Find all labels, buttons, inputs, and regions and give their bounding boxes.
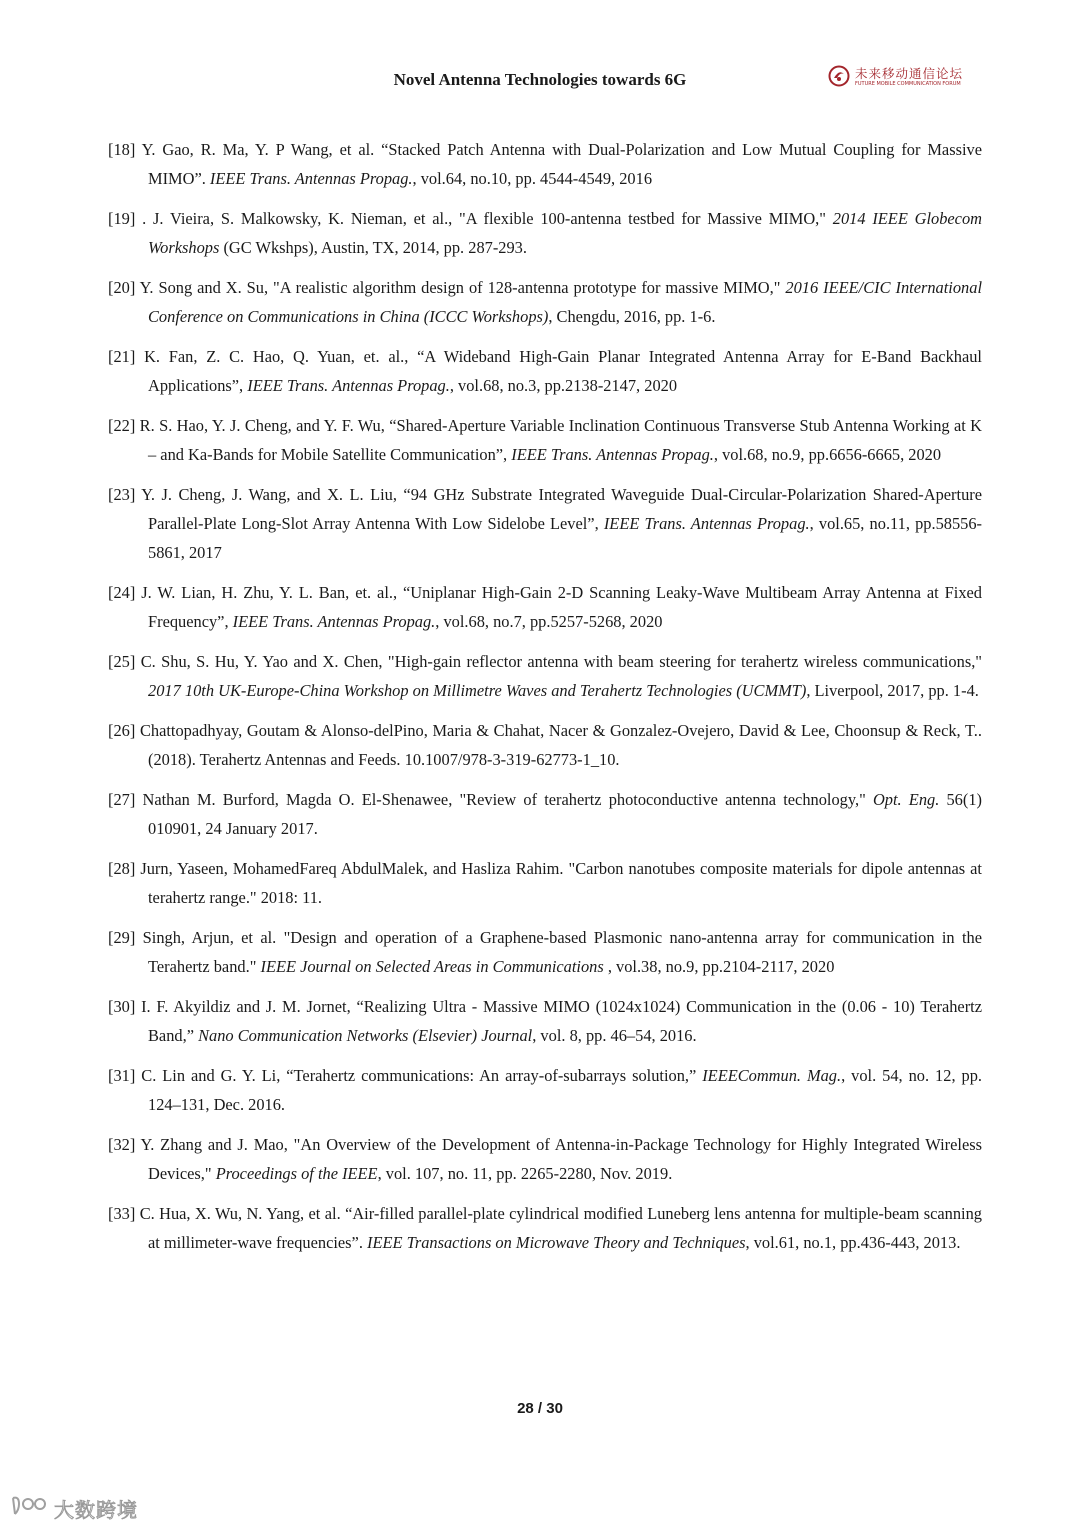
reference-item [108, 647, 982, 705]
reference-details: , Chengdu, 2016, pp. 1-6. [548, 307, 716, 326]
reference-details: , vol.65, no.11, pp.58556-5861, 2017 [148, 514, 983, 562]
watermark-logo-icon [10, 1492, 50, 1518]
reference-venue: IEEE Trans. Antennas Propag. [232, 612, 436, 631]
reference-number: [33] [108, 1204, 136, 1223]
reference-venue: IEEE Trans. Antennas Propag. [209, 169, 413, 188]
reference-venue: Nano Communication Networks (Elsevier) Journal [198, 1026, 533, 1045]
watermark [10, 1492, 150, 1520]
forum-logo-english-name: FUTURE MOBILE COMMUNICATION FORUM [855, 81, 961, 87]
reference-item [108, 854, 982, 912]
reference-text: J. W. Lian, H. Zhu, Y. L. Ban, et. al., “Uniplanar High-Gain 2-D Scanning Leaky-Wave Multibeam Array Antenna at Fixed Frequency”, [135, 583, 982, 631]
reference-details: , vol. 8, pp. 46–54, 2016. [532, 1026, 697, 1045]
reference-venue: IEEE Trans. Antennas Propag. [603, 514, 810, 533]
reference-item [108, 342, 982, 400]
reference-text: Y. Song and X. Su, "A realistic algorithm design of 128-antenna prototype for massive MIMO," [135, 278, 786, 297]
reference-venue: 2016 IEEE/CIC International Conference on Communications in China (ICCC Workshops) [148, 278, 982, 326]
reference-text: Chattopadhyay, Goutam & Alonso-delPino, Maria & Chahat, Nacer & Gonzalez-Ovejero, David & Lee, Choonsup & Reck, T.. (2018). Terahertz Antennas and Feeds. 10.1007/978-3-319-62773-1_10. [135, 721, 982, 769]
reference-details: , vol.68, no.3, pp.2138-2147, 2020 [449, 376, 678, 395]
reference-item [108, 785, 982, 843]
reference-venue: Proceedings of the IEEE [215, 1164, 378, 1183]
reference-item [108, 1199, 982, 1257]
reference-venue: 2014 IEEE Globecom Workshops [148, 209, 982, 257]
reference-number: [32] [108, 1135, 136, 1154]
reference-venue: Opt. Eng. [872, 790, 940, 809]
reference-number: [22] [108, 416, 136, 435]
reference-details: (GC Wkshps), Austin, TX, 2014, pp. 287-293. [219, 238, 527, 257]
reference-details: , Liverpool, 2017, pp. 1-4. [806, 681, 979, 700]
reference-venue: IEEE Trans. Antennas Propag. [511, 445, 714, 464]
reference-text: Singh, Arjun, et al. "Design and operation of a Graphene-based Plasmonic nano-antenna array for communication in the Terahertz band." [135, 928, 982, 976]
reference-venue: IEEE Journal on Selected Areas in Communications [260, 957, 604, 976]
reference-number: [28] [108, 859, 136, 878]
reference-details: , vol. 54, no. 12, pp. 124–131, Dec. 2016. [148, 1066, 982, 1114]
reference-text: Jurn, Yaseen, MohamedFareq AbdulMalek, and Hasliza Rahim. "Carbon nanotubes composite materials for dipole antennas at terahertz range." 2018: 11. [135, 859, 982, 907]
reference-text: R. S. Hao, Y. J. Cheng, and Y. F. Wu, “Shared-Aperture Variable Inclination Continuous Transverse Stub Antenna Working at K – and Ka-Bands for Mobile Satellite Communication”, [135, 416, 982, 464]
reference-text: Y. Zhang and J. Mao, "An Overview of the Development of Antenna-in-Package Technology for Highly Integrated Wireless Devices," [135, 1135, 982, 1183]
reference-details: , vol. 107, no. 11, pp. 2265-2280, Nov. 2019. [377, 1164, 673, 1183]
watermark-text: 大数跨境 [54, 1498, 138, 1522]
reference-venue: IEEE Trans. Antennas Propag. [247, 376, 450, 395]
reference-item [108, 1130, 982, 1188]
reference-item [108, 273, 982, 331]
page-number: 28 / 30 [517, 1400, 563, 1417]
reference-text: C. Hua, X. Wu, N. Yang, et al. “Air-filled parallel-plate cylindrical modified Luneberg lens antenna for multiple-beam scanning at millimeter-wave frequencies”. [135, 1204, 982, 1252]
forum-logo-chinese-name: 未来移动通信论坛 [855, 66, 964, 81]
reference-venue: IEEECommun. Mag. [702, 1066, 842, 1085]
reference-number: [21] [108, 347, 136, 366]
reference-text: Y. J. Cheng, J. Wang, and X. L. Liu, “94 GHz Substrate Integrated Waveguide Dual-Circular-Polarization Shared-Aperture Parallel-Plate Long-Slot Array Antenna With Low Sidelobe Level”, [135, 485, 982, 533]
reference-item [108, 411, 982, 469]
reference-text: C. Shu, S. Hu, Y. Yao and X. Chen, "High-gain reflector antenna with beam steering for terahertz wireless communications," [135, 652, 982, 671]
reference-number: [29] [108, 928, 136, 947]
reference-details: , vol.61, no.1, pp.436-443, 2013. [745, 1233, 961, 1252]
reference-list [108, 135, 982, 1268]
reference-text: K. Fan, Z. C. Hao, Q. Yuan, et. al., “A Wideband High-Gain Planar Integrated Antenna Array for E-Band Backhaul Applications”, [135, 347, 982, 395]
reference-text: Y. Gao, R. Ma, Y. P Wang, et al. “Stacked Patch Antenna with Dual-Polarization and Low Mutual Coupling for Massive MIMO”. [135, 140, 982, 188]
reference-number: [23] [108, 485, 136, 504]
reference-item [108, 578, 982, 636]
reference-details: , vol.64, no.10, pp. 4544-4549, 2016 [412, 169, 653, 188]
reference-details: , vol.68, no.7, pp.5257-5268, 2020 [435, 612, 663, 631]
document-header-title: Novel Antenna Technologies towards 6G [393, 70, 687, 89]
reference-number: [18] [108, 140, 136, 159]
reference-text: C. Lin and G. Y. Li, “Terahertz communications: An array-of-subarrays solution,” [135, 1066, 703, 1085]
reference-item [108, 923, 982, 981]
reference-item [108, 480, 982, 567]
reference-item [108, 204, 982, 262]
reference-details: 56(1) 010901, 24 January 2017. [148, 790, 982, 838]
reference-text: . J. Vieira, S. Malkowsky, K. Nieman, et al., "A flexible 100-antenna testbed for Massive MIMO," [135, 209, 833, 228]
reference-text: I. F. Akyildiz and J. M. Jornet, “Realizing Ultra - Massive MIMO (1024x1024) Communication in the (0.06 - 10) Terahertz Band,” [135, 997, 982, 1045]
reference-number: [31] [108, 1066, 136, 1085]
reference-item [108, 1061, 982, 1119]
reference-number: [25] [108, 652, 136, 671]
reference-number: [27] [108, 790, 136, 809]
reference-text: Nathan M. Burford, Magda O. El-Shenawee, "Review of terahertz photoconductive antenna technology," [135, 790, 873, 809]
reference-number: [30] [108, 997, 136, 1016]
reference-details: , vol.68, no.9, pp.6656-6665, 2020 [713, 445, 942, 464]
reference-venue: 2017 10th UK-Europe-China Workshop on Millimetre Waves and Terahertz Technologies (UCMMT) [148, 681, 807, 700]
forum-logo-icon [828, 65, 850, 87]
reference-item [108, 992, 982, 1050]
reference-venue: IEEE Transactions on Microwave Theory and Techniques [367, 1233, 746, 1252]
reference-number: [20] [108, 278, 136, 297]
reference-details: , vol.38, no.9, pp.2104-2117, 2020 [603, 957, 835, 976]
reference-number: [26] [108, 721, 136, 740]
reference-number: [19] [108, 209, 136, 228]
forum-logo [828, 64, 978, 90]
reference-item [108, 716, 982, 774]
reference-number: [24] [108, 583, 136, 602]
reference-item [108, 135, 982, 193]
